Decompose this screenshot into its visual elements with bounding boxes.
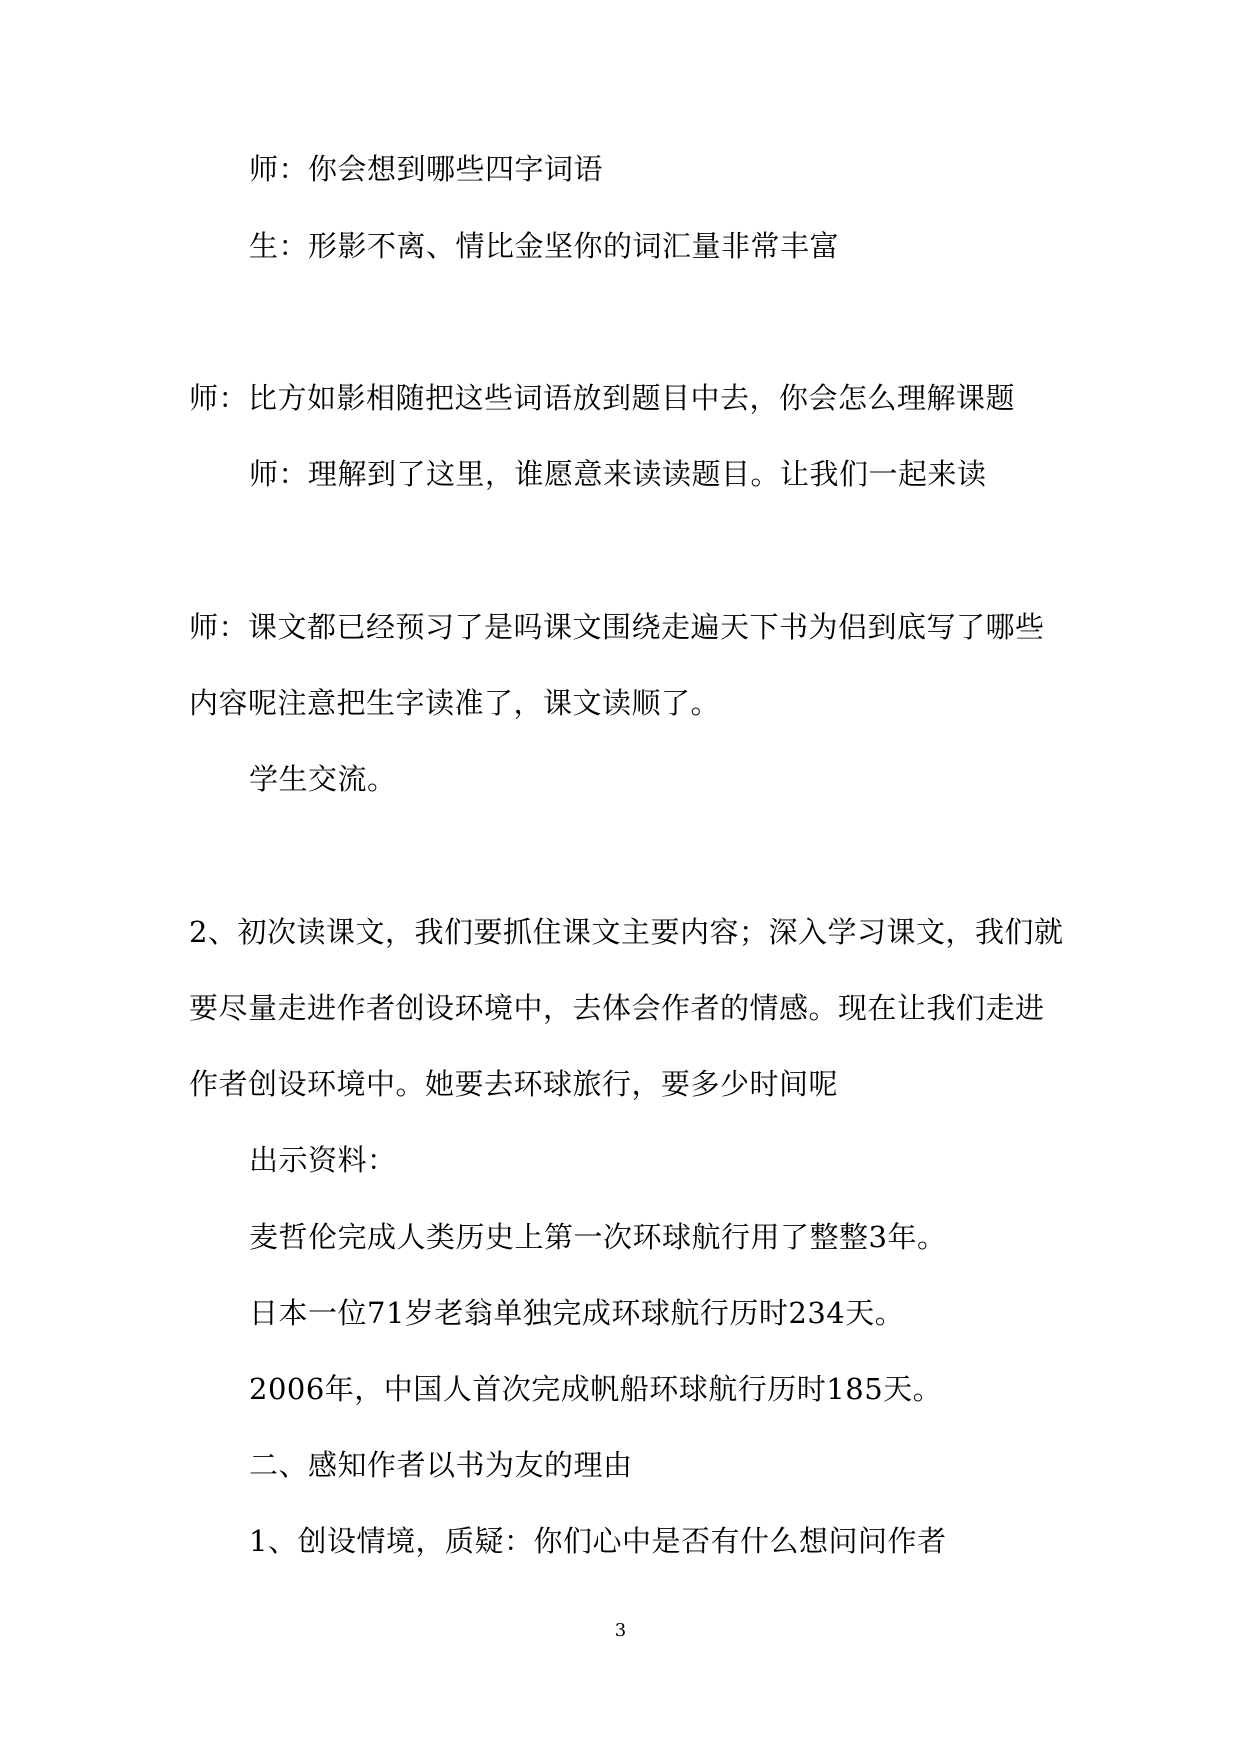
paragraph-line: 师：你会想到哪些四字词语 xyxy=(249,152,604,186)
paragraph-line: 2006年，中国人首次完成帆船环球航行历时185天。 xyxy=(249,1372,943,1406)
paragraph-line: 内容呢注意把生字读准了，课文读顺了。 xyxy=(189,686,721,720)
paragraph-line: 师：理解到了这里，谁愿意来读读题目。让我们一起来读 xyxy=(249,457,987,491)
paragraph-line: 1、创设情境，质疑：你们心中是否有什么想问问作者 xyxy=(249,1524,947,1558)
paragraph-line: 学生交流。 xyxy=(249,762,397,796)
paragraph-line: 生：形影不离、情比金坚你的词汇量非常丰富 xyxy=(249,229,840,263)
paragraph-line: 日本一位71岁老翁单独完成环球航行历时234天。 xyxy=(249,1296,905,1330)
paragraph-line: 师：课文都已经预习了是吗课文围绕走遍天下书为侣到底写了哪些 xyxy=(189,610,1045,644)
paragraph-line: 师：比方如影相随把这些词语放到题目中去，你会怎么理解课题 xyxy=(189,381,1016,415)
paragraph-line: 麦哲伦完成人类历史上第一次环球航行用了整整3年。 xyxy=(249,1220,947,1254)
paragraph-line: 出示资料： xyxy=(249,1143,397,1177)
paragraph-line: 2、初次读课文，我们要抓住课文主要内容；深入学习课文，我们就 xyxy=(189,915,1064,949)
paragraph-line: 要尽量走进作者创设环境中，去体会作者的情感。现在让我们走进 xyxy=(189,991,1045,1025)
paragraph-line: 作者创设环境中。她要去环球旅行，要多少时间呢 xyxy=(189,1067,839,1101)
page-number: 3 xyxy=(614,1620,627,1641)
paragraph-line: 二、感知作者以书为友的理由 xyxy=(249,1448,633,1482)
